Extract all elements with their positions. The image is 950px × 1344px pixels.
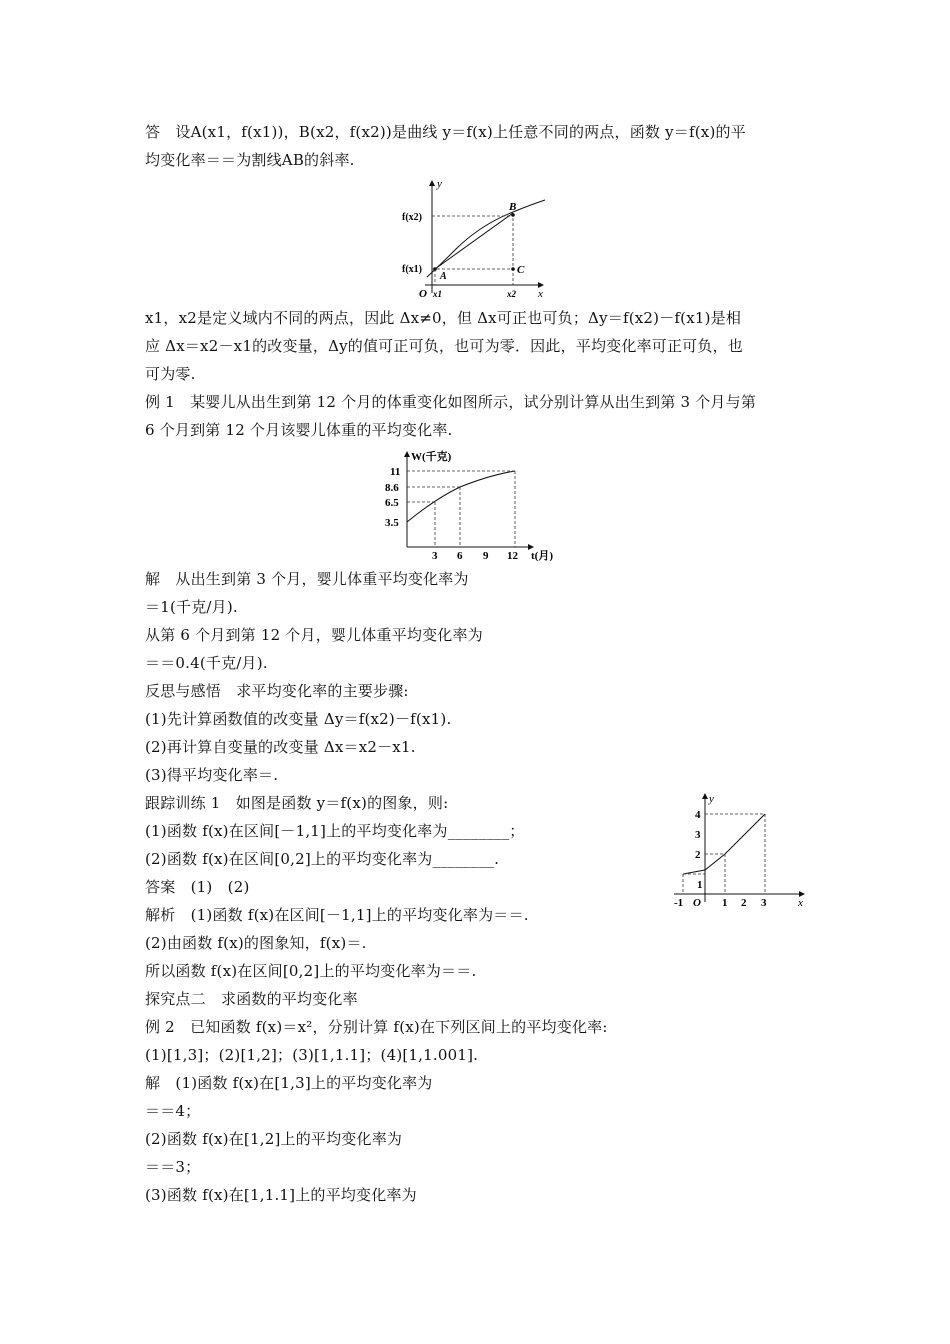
text-line: ＝1(千克/月). <box>145 598 238 616</box>
text-line: (3)得平均变化率＝. <box>145 766 279 784</box>
secant-line <box>435 213 513 269</box>
ftick-3: 3 <box>695 829 701 841</box>
tick-6-5: 6.5 <box>385 497 399 509</box>
tick-11: 11 <box>390 466 401 478</box>
label-c: C <box>517 264 525 276</box>
text-line: (2)函数 f(x)在[1,2]上的平均变化率为 <box>145 1130 403 1148</box>
text-line: 解 从出生到第 3 个月，婴儿体重平均变化率为 <box>145 570 469 588</box>
label-y: y <box>437 178 442 190</box>
label-fx1: f(x1) <box>402 264 422 275</box>
point-c <box>511 267 515 271</box>
tick-t9: 9 <box>483 550 489 562</box>
text-line: 答 设A(x1，f(x1))，B(x2，f(x2))是曲线 y＝f(x)上任意不同的两点，函数 y＝f(x)的平 <box>145 123 746 141</box>
text-line: 解析 (1)函数 f(x)在区间[－1,1]上的平均变化率为＝＝. <box>145 906 529 924</box>
secant-diagram <box>395 175 555 300</box>
text-line: 应 Δx＝x2－x1的改变量，Δy的值可正可负，也可为零．因此，平均变化率可正可负，也 <box>145 337 743 355</box>
label-fx2: f(x2) <box>402 212 422 223</box>
text-line: 可为零. <box>145 365 196 383</box>
ftick-x3: 3 <box>761 897 767 909</box>
function-graph <box>668 790 813 912</box>
text-line: (2)由函数 f(x)的图象知，f(x)＝. <box>145 934 367 952</box>
label-o: O <box>419 288 427 300</box>
point-b <box>511 213 515 217</box>
text-line: 所以函数 f(x)在区间[0,2]上的平均变化率为＝＝. <box>145 962 477 980</box>
text-line: 均变化率＝＝为割线AB的斜率. <box>145 151 355 169</box>
function-line <box>683 814 765 874</box>
text-line: 6 个月到第 12 个月该婴儿体重的平均变化率. <box>145 421 453 439</box>
text-line: 例 1 某婴儿从出生到第 12 个月的体重变化如图所示，试分别计算从出生到第 3 个月与第 <box>145 393 757 411</box>
tick-8-6: 8.6 <box>385 482 399 494</box>
tick-t3: 3 <box>432 550 438 562</box>
label-x: x <box>538 288 543 300</box>
label-b: B <box>509 201 517 213</box>
tick-t12: 12 <box>507 550 518 562</box>
curve <box>427 200 545 277</box>
ftick-m1: -1 <box>674 897 684 909</box>
flabel-x: x <box>798 897 803 909</box>
text-line: (1)先计算函数值的改变量 Δy＝f(x2)－f(x1). <box>145 710 452 728</box>
ftick-x2: 2 <box>741 897 747 909</box>
flabel-o: O <box>693 897 701 909</box>
text-line: ＝＝4； <box>145 1102 201 1120</box>
weight-curve <box>407 471 515 522</box>
text-line: (2)再计算自变量的改变量 Δx＝x2－x1. <box>145 738 416 756</box>
text-line: x1，x2是定义域内不同的两点，因此 Δx≠0，但 Δx可正也可负；Δy＝f(x2)－f(x1)是相 <box>145 309 742 327</box>
label-a: A <box>440 271 447 282</box>
ftick-4: 4 <box>695 809 701 821</box>
point-a <box>433 267 437 271</box>
label-x1: x1 <box>433 289 442 299</box>
text-line: ＝＝3； <box>145 1158 201 1176</box>
text-line: 跟踪训练 1 如图是函数 y＝f(x)的图象，则: <box>145 794 449 812</box>
text-line: 解 (1)函数 f(x)在[1,3]上的平均变化率为 <box>145 1074 433 1092</box>
label-x2: x2 <box>507 289 516 299</box>
ftick-1: 1 <box>697 879 703 891</box>
tick-3-5: 3.5 <box>385 517 399 529</box>
text-line: 答案 (1) (2) <box>145 878 250 896</box>
text-line: (2)函数 f(x)在区间[0,2]上的平均变化率为________. <box>145 850 500 868</box>
flabel-y: y <box>709 793 714 805</box>
weight-chart <box>355 447 570 565</box>
text-line: 反思与感悟 求平均变化率的主要步骤: <box>145 682 409 700</box>
label-w: W(千克) <box>411 451 452 463</box>
label-t: t(月) <box>531 550 553 562</box>
text-line: (1)函数 f(x)在区间[－1,1]上的平均变化率为________； <box>145 822 525 840</box>
ftick-x1: 1 <box>722 897 728 909</box>
ftick-2: 2 <box>695 849 701 861</box>
text-line: 例 2 已知函数 f(x)＝x²，分别计算 f(x)在下列区间上的平均变化率: <box>145 1018 608 1036</box>
tick-t6: 6 <box>457 550 463 562</box>
text-line: ＝＝0.4(千克/月). <box>145 654 268 672</box>
text-line: 探究点二 求函数的平均变化率 <box>145 990 358 1008</box>
text-line: (3)函数 f(x)在[1,1.1]上的平均变化率为 <box>145 1186 417 1204</box>
text-line: 从第 6 个月到第 12 个月，婴儿体重平均变化率为 <box>145 626 483 644</box>
text-line: (1)[1,3]；(2)[1,2]；(3)[1,1.1]；(4)[1,1.001]. <box>145 1046 479 1064</box>
